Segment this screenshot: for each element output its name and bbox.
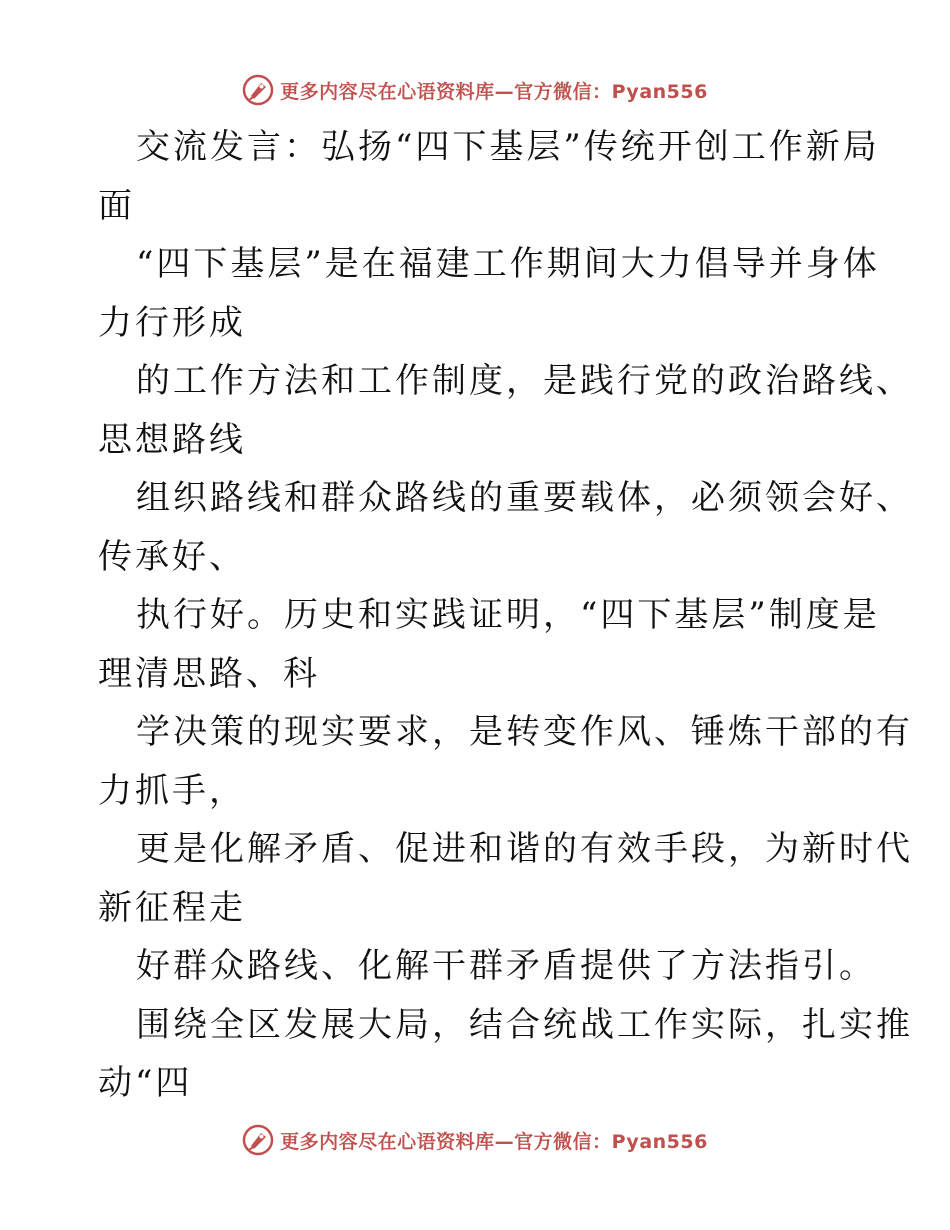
text-line: 组织路线和群众路线的重要载体，必须领会好、 xyxy=(136,478,913,518)
text-line: 力行形成 xyxy=(98,302,246,343)
document-body xyxy=(98,118,913,1113)
text-line: 新征程走 xyxy=(98,887,246,928)
watermark-text: 更多内容尽在心语资料库—官方微信：Pyan556 xyxy=(280,80,708,103)
text-line: 动“四 xyxy=(98,1063,193,1103)
text-line: 好群众路线、化解干群矛盾提供了方法指引。 xyxy=(136,946,876,986)
header-watermark xyxy=(0,70,950,110)
footer-watermark xyxy=(0,1120,950,1160)
text-line: 力抓手， xyxy=(98,770,246,811)
watermark-text: 更多内容尽在心语资料库—官方微信：Pyan556 xyxy=(280,1130,708,1153)
document-title-line: 交流发言：弘扬“四下基层”传统开创工作新局 xyxy=(136,127,880,167)
text-line: 理清思路、科 xyxy=(98,653,320,694)
text-line: 的工作方法和工作制度，是践行党的政治路线、 xyxy=(136,361,913,401)
text-line: “四下基层”是在福建工作期间大力倡导并身体 xyxy=(136,244,880,284)
text-line: 更是化解矛盾、促进和谐的有效手段，为新时代 xyxy=(136,829,913,869)
text-line: 围绕全区发展大局，结合统战工作实际，扎实推 xyxy=(136,1004,913,1045)
text-line: 传承好、 xyxy=(98,536,246,577)
text-line: 思想路线 xyxy=(98,419,246,460)
pen-nib-logo xyxy=(242,74,274,106)
text-line: 学决策的现实要求，是转变作风、锤炼干部的有 xyxy=(136,712,913,752)
pen-nib-logo xyxy=(242,1124,274,1156)
text-line: 面 xyxy=(98,185,135,226)
text-line: 执行好。历史和实践证明，“四下基层”制度是 xyxy=(136,595,880,635)
